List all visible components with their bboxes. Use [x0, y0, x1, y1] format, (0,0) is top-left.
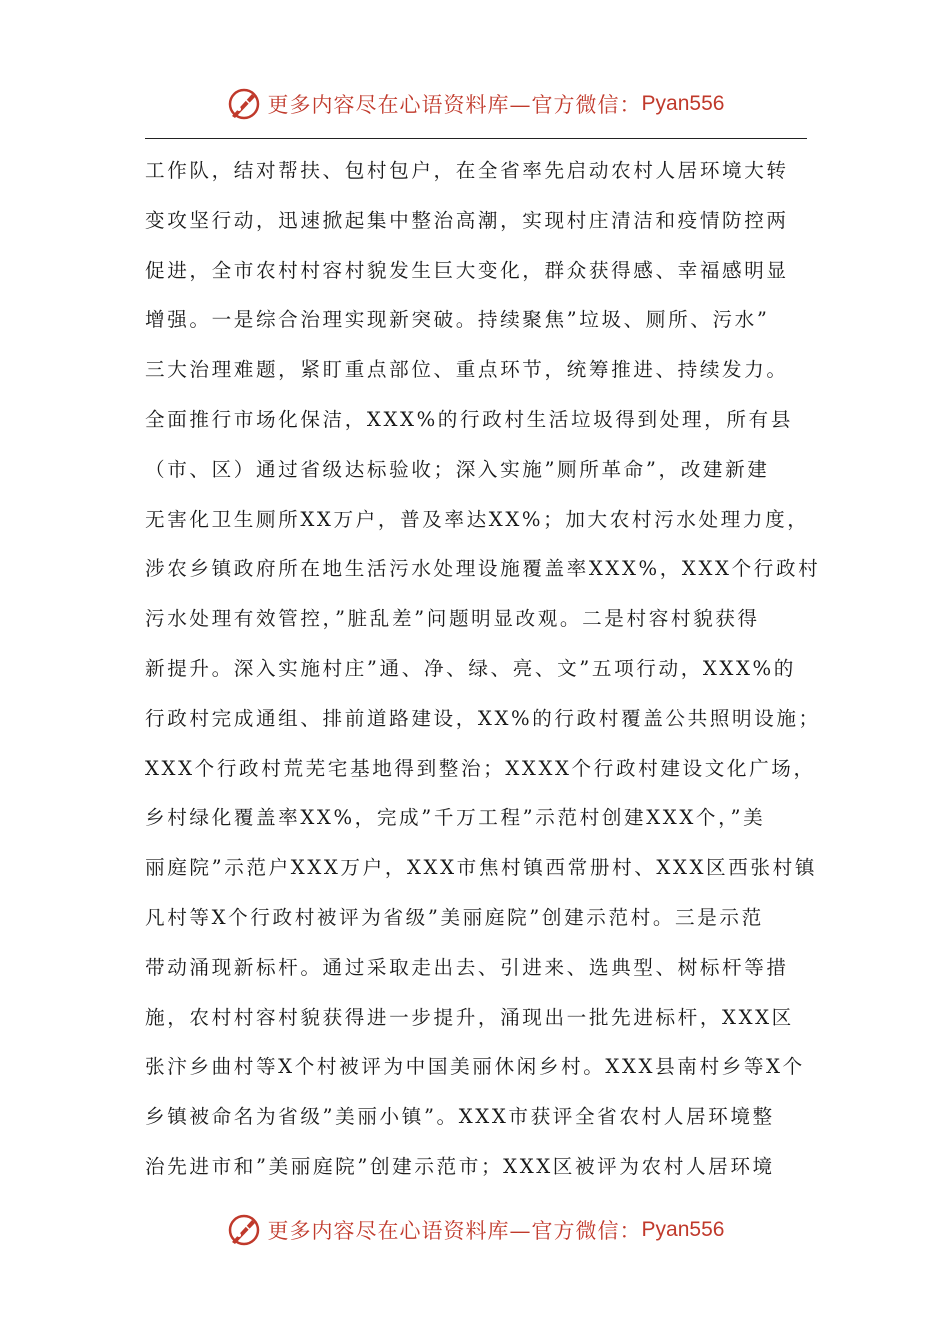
paragraph-line: 丽庭院”示范户XXX万户，XXX市焦村镇西常册村、XXX区西张村镇: [145, 856, 818, 880]
paragraph-line: 施，农村村容村貌获得进一步提升，涌现出一批先进标杆，XXX区: [145, 1005, 794, 1029]
paragraph-line: 乡村绿化覆盖率XX%，完成”千万工程”示范村创建XXX个，”美: [145, 806, 766, 830]
paragraph-line: 增强。一是综合治理实现新突破。持续聚焦”垃圾、厕所、污水”: [145, 308, 770, 332]
paragraph-line: （市、区）通过省级达标验收；深入实施”厕所革命”，改建新建: [145, 457, 770, 481]
paragraph-line: 张汴乡曲村等X个村被评为中国美丽休闲乡村。XXX县南村乡等X个: [145, 1055, 805, 1079]
paragraph-line: 新提升。深入实施村庄”通、净、绿、亮、文”五项行动，XXX%的: [145, 656, 796, 680]
paragraph-line: 污水处理有效管控，”脏乱差”问题明显改观。二是村容村貌获得: [145, 607, 760, 631]
paragraph-line: 带动涌现新标杆。通过采取走出去、引进来、选典型、树标杆等措: [145, 955, 789, 979]
paragraph-line: 全面推行市场化保洁，XXX%的行政村生活垃圾得到处理，所有县: [145, 407, 793, 431]
footer-banner-handle: Pyan556: [641, 1218, 725, 1241]
header-divider: [145, 138, 807, 139]
quill-seal-icon: [226, 1212, 262, 1248]
paragraph-line: 涉农乡镇政府所在地生活污水处理设施覆盖率XXX%，XXX个行政村: [145, 557, 821, 581]
footer-banner: [0, 1208, 950, 1252]
paragraph-line: 凡村等X个行政村被评为省级”美丽庭院”创建示范村。三是示范: [145, 905, 764, 929]
header-banner-text: 更多内容尽在心语资料库—官方微信：: [267, 93, 642, 117]
paragraph-line: 工作队，结对帮扶、包村包户，在全省率先启动农村人居环境大转: [145, 159, 789, 182]
paragraph-line: XXX个行政村荒芜宅基地得到整治；XXXX个行政村建设文化广场，: [145, 756, 816, 780]
header-banner-handle: Pyan556: [641, 92, 725, 115]
paragraph-line: 乡镇被命名为省级”美丽小镇”。XXX市获评全省农村人居环境整: [145, 1105, 775, 1129]
header-banner: [0, 82, 950, 126]
quill-seal-icon: [226, 86, 262, 122]
paragraph-line: 治先进市和”美丽庭院”创建示范市；XXX区被评为农村人居环境: [145, 1154, 775, 1178]
paragraph-line: 无害化卫生厕所XX万户，普及率达XX%；加大农村污水处理力度，: [145, 507, 810, 531]
document-body: [145, 146, 825, 1192]
paragraph-line: 三大治理难题，紧盯重点部位、重点环节，统筹推进、持续发力。: [145, 358, 789, 382]
paragraph-line: 变攻坚行动，迅速掀起集中整治高潮，实现村庄清洁和疫情防控两: [145, 208, 789, 232]
paragraph-line: 促进，全市农村村容村貌发生巨大变化，群众获得感、幸福感明显: [145, 258, 789, 282]
paragraph-line: 行政村完成通组、排前道路建设，XX%的行政村覆盖公共照明设施；: [145, 706, 821, 730]
footer-banner-text: 更多内容尽在心语资料库—官方微信：: [267, 1219, 642, 1243]
